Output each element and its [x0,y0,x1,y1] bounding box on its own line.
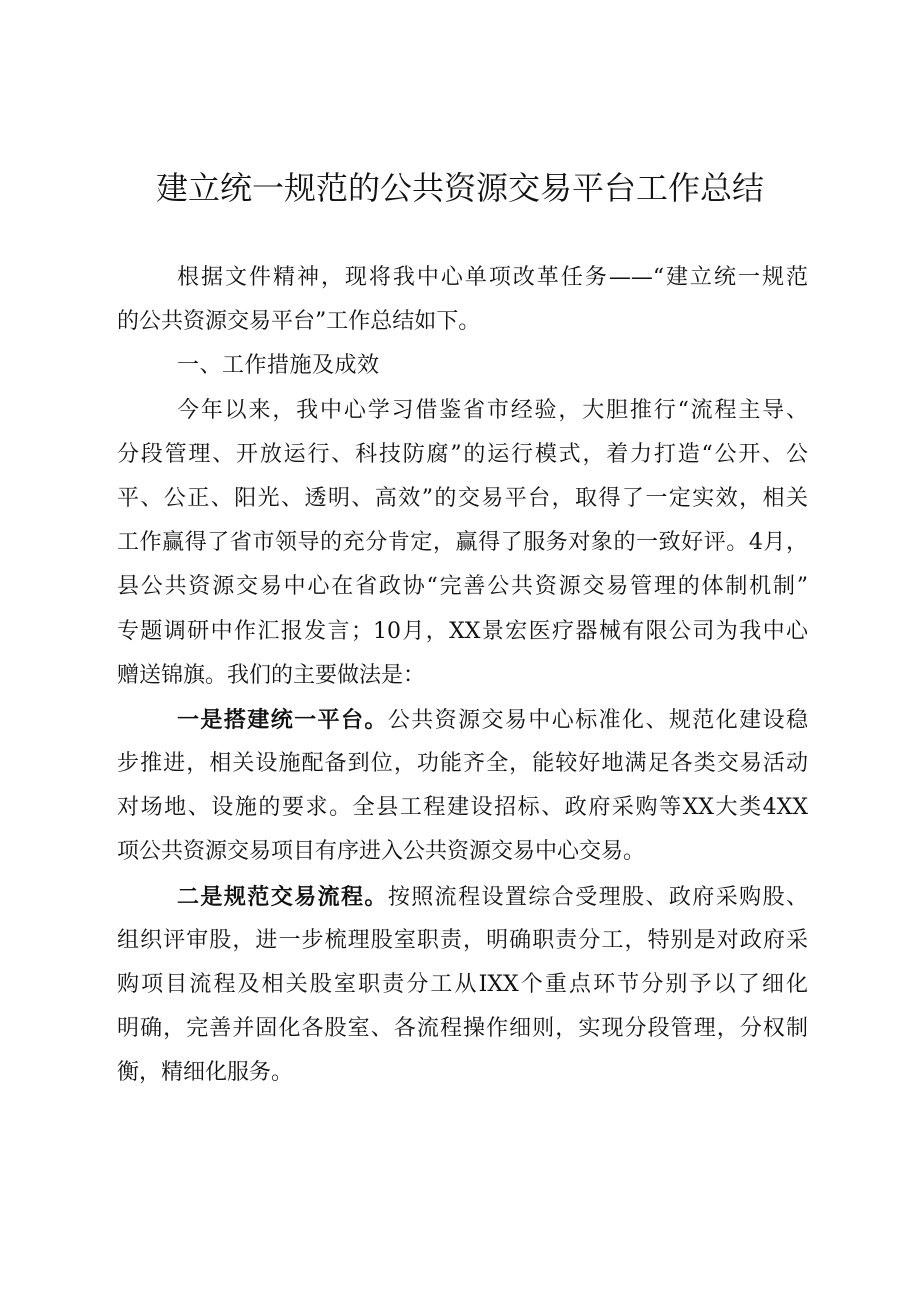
paragraph-lead: 一是搭建统一平台。 [177,706,388,733]
section-heading: 一、工作措施及成效 [177,353,380,379]
text-line: 的公共资源交易平台”工作总结如下。 [117,309,481,335]
text-line: 平、公正、阳光、透明、高效”的交易平台，取得了一定实效，相关 [117,485,808,511]
text-line: 对场地、设施的要求。全县工程建设招标、政府采购等XX大类4XX [117,795,808,821]
text-line [117,875,808,919]
text-line: 工作赢得了省市领导的充分肯定，赢得了服务对象的一致好评。4月， [117,530,808,556]
paragraph-overview [117,389,808,698]
text-line: 县公共资源交易中心在省政协“完善公共资源交易管理的体制机制” [117,574,808,600]
text-line: 购项目流程及相关股室职责分工从IXX个重点环节分别予以了细化 [117,972,808,997]
text-line: 步推进，相关设施配备到位，功能齐全，能较好地满足各类交易活动 [117,751,808,777]
text-line: 组织评审股，进一步梳理股室职责，明确职责分工，特别是对政府采 [117,927,808,953]
text-line: 今年以来，我中心学习借鉴省市经验，大胆推行“流程主导、 [177,397,808,423]
text-line: 赠送锦旗。我们的主要做法是： [117,662,426,688]
paragraph-intro [117,256,808,344]
paragraph-unified-platform [117,698,808,875]
text-line: 分段管理、开放运行、科技防腐”的运行模式，着力打造“公开、公 [117,441,808,467]
document-title: 建立统一规范的公共资源交易平台工作总结 [155,169,764,207]
text-line: 根据文件精神，现将我中心单项改革任务——“建立统一规范 [177,265,808,290]
document-body [117,256,808,1096]
text-line: 项公共资源交易项目有序进入公共资源交易中心交易。 [117,839,646,865]
text-line: 专题调研中作汇报发言；10月，XX景宏医疗器械有限公司为我中心 [117,618,808,644]
paragraph-lead: 二是规范交易流程。 [177,883,388,910]
text-line [117,698,808,742]
text-segment: 按照流程设置综合受理股、政府采购股、 [387,884,808,910]
text-line: 明确，完善并固化各股室、各流程操作细则，实现分段管理，分权制 [117,1016,808,1042]
paragraph-trading-process [117,875,808,1096]
text-line: 衡，精细化服务。 [117,1060,294,1086]
text-segment: 公共资源交易中心标准化、规范化建设稳 [387,707,808,733]
